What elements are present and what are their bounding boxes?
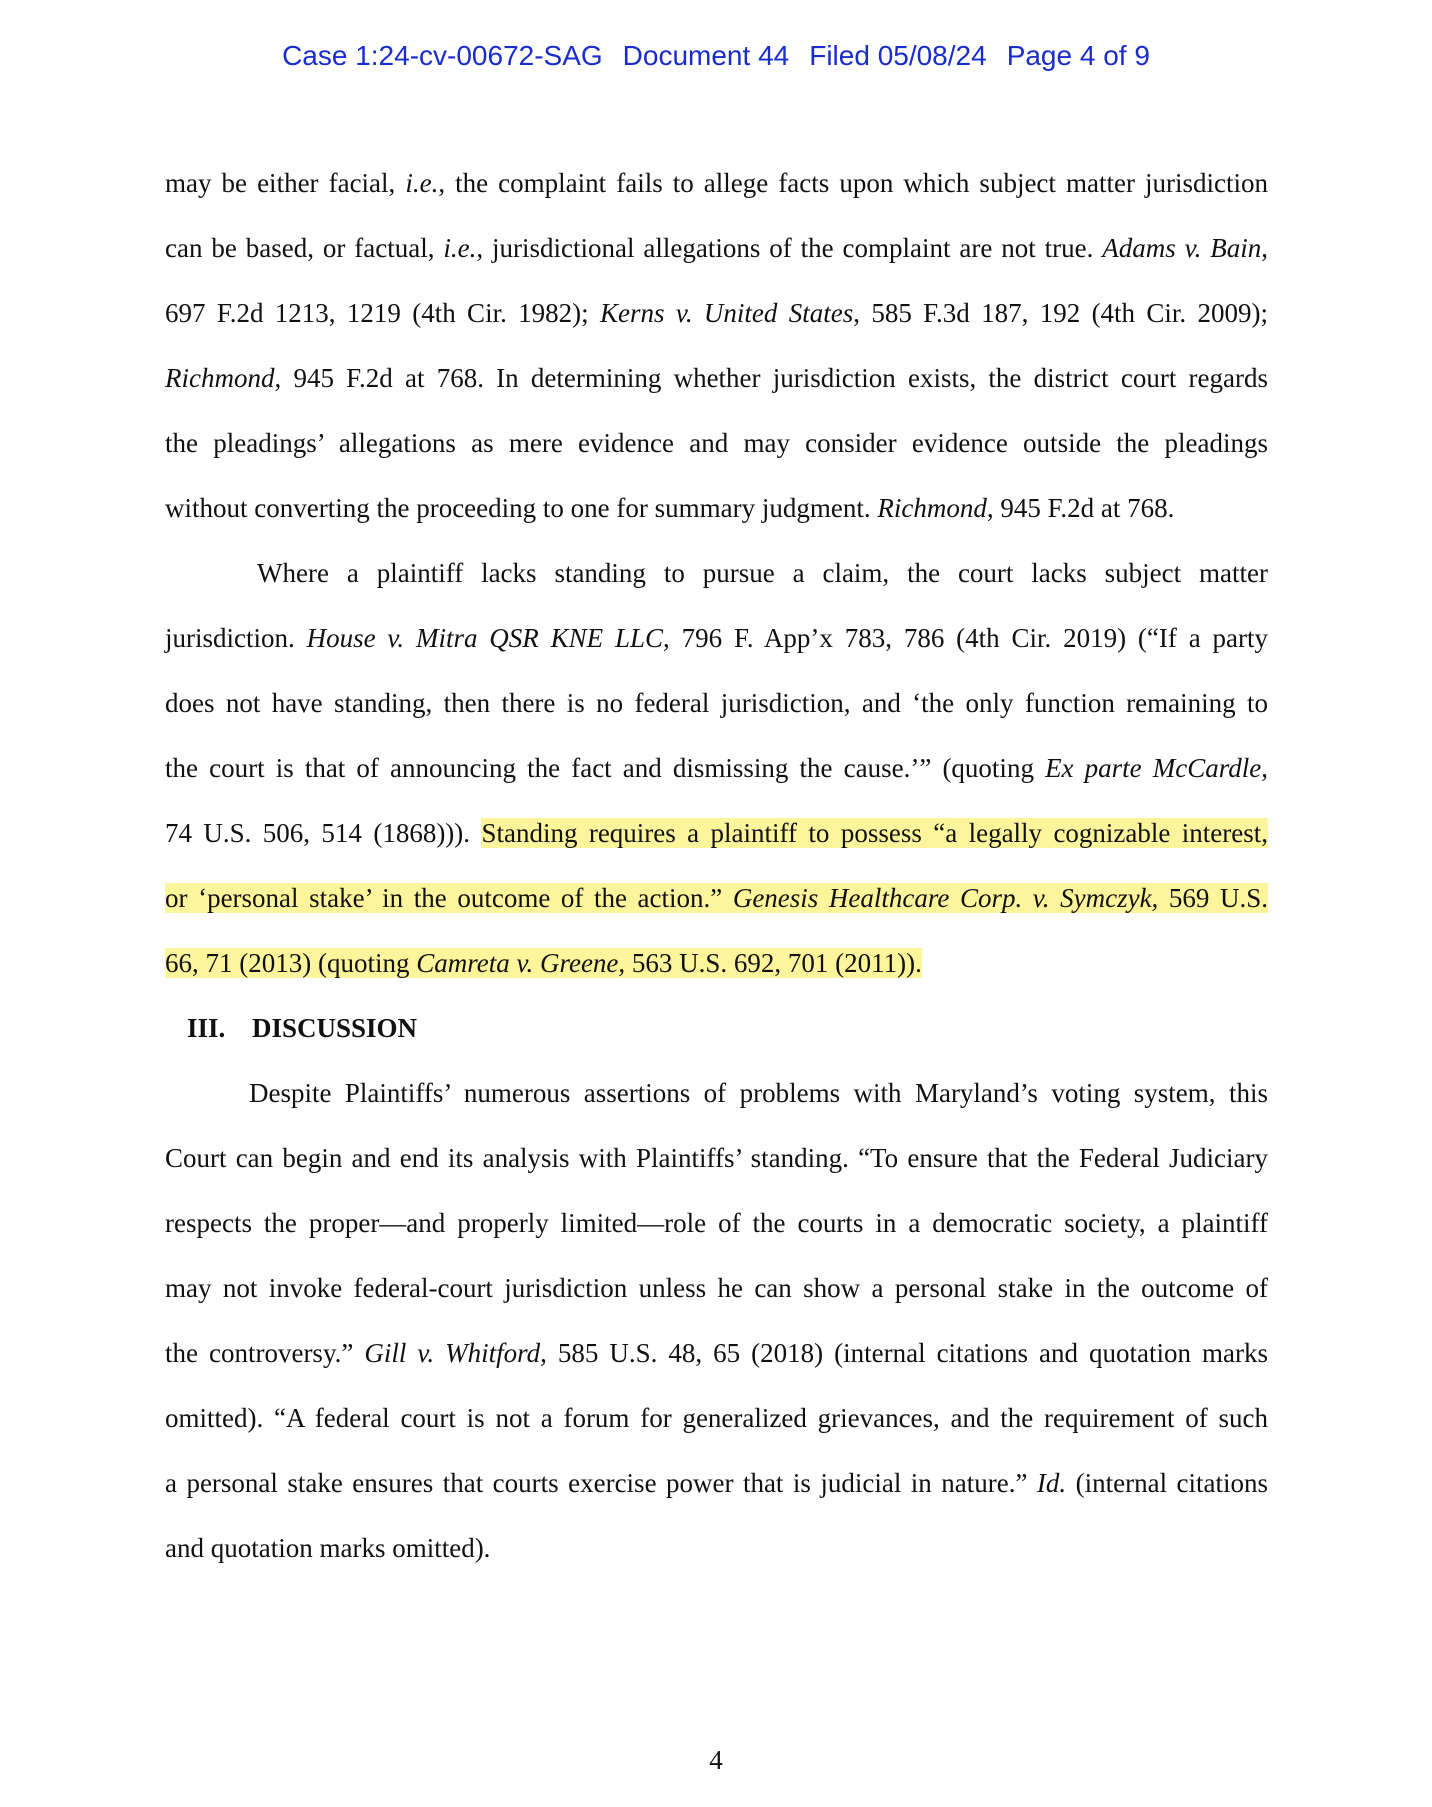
text-line: Despite Plaintiffs’ numerous assertions of problems with Maryland’s voting system, this	[249, 1078, 1268, 1108]
case-citation: Id.	[1036, 1468, 1067, 1498]
section-number: III.	[187, 1013, 226, 1043]
text-line: omitted). “A federal court is not a forum for generalized grievances, and the requirement of such	[165, 1403, 1268, 1433]
text-line	[165, 870, 1268, 935]
case-header	[0, 40, 1432, 72]
filed-date: Filed 05/08/24	[809, 40, 987, 71]
section-heading	[165, 1000, 1268, 1065]
highlighted-text: Standing requires a plaintiff to possess “a legally cognizable interest,	[481, 818, 1268, 848]
text-line: Where a plaintiff lacks standing to pursue a claim, the court lacks subject matter	[257, 558, 1268, 588]
text-line: the controversy.” Gill v. Whitford, 585 U.S. 48, 65 (2018) (internal citations and quotation marks	[165, 1338, 1269, 1368]
section-title: DISCUSSION	[252, 1013, 418, 1043]
case-citation: Gill v. Whitford	[364, 1338, 541, 1368]
case-citation: Richmond	[165, 363, 275, 393]
text-line: respects the proper—and properly limited—role of the courts in a democratic society, a plaintiff	[165, 1208, 1268, 1238]
text-line: the pleadings’ allegations as mere evidence and may consider evidence outside the pleadings	[165, 428, 1268, 458]
text-line: can be based, or factual, i.e., jurisdictional allegations of the complaint are not true. Adams v. Bain,	[165, 233, 1268, 263]
text-line: does not have standing, then there is no federal jurisdiction, and ‘the only function remaining to	[165, 688, 1268, 718]
text-line: the court is that of announcing the fact and dismissing the cause.’” (quoting Ex parte McCardle,	[165, 753, 1268, 783]
case-citation: Kerns v. United States	[600, 298, 854, 328]
highlighted-text: 66, 71 (2013) (quoting Camreta v. Greene, 563 U.S. 692, 701 (2011)).	[165, 948, 922, 978]
page-number: 4	[709, 1745, 723, 1775]
text-line: Court can begin and end its analysis with Plaintiffs’ standing. “To ensure that the Federal Judiciary	[165, 1143, 1268, 1173]
text-line: may not invoke federal-court jurisdiction unless he can show a personal stake in the outcome of	[165, 1273, 1268, 1303]
highlighted-text: or ‘personal stake’ in the outcome of the action.” Genesis Healthcare Corp. v. Symczyk, 569 U.S.	[165, 883, 1268, 913]
document-number: Document 44	[622, 40, 790, 71]
case-citation: House v. Mitra QSR KNE LLC	[306, 623, 664, 653]
case-citation: Richmond	[877, 493, 987, 523]
case-citation: Adams v. Bain	[1102, 233, 1262, 263]
text-line: without converting the proceeding to one for summary judgment. Richmond, 945 F.2d at 768.	[165, 493, 1175, 523]
text-line: 74 U.S. 506, 514 (1868))). Standing requires a plaintiff to possess “a legally cognizable interest,	[165, 818, 1268, 848]
text-line: may be either facial, i.e., the complaint fails to allege facts upon which subject matter jurisdiction	[165, 168, 1268, 198]
case-citation: Genesis Healthcare Corp. v. Symczyk,	[732, 883, 1159, 913]
document-body	[165, 155, 1268, 1585]
text-line	[165, 935, 1268, 1000]
case-number: Case 1:24-cv-00672-SAG	[282, 40, 603, 71]
text-line: a personal stake ensures that courts exercise power that is judicial in nature.” Id. (internal citations	[165, 1468, 1269, 1498]
text-line: and quotation marks omitted).	[165, 1533, 491, 1563]
text-line: 697 F.2d 1213, 1219 (4th Cir. 1982); Kerns v. United States, 585 F.3d 187, 192 (4th Cir. 2009);	[165, 298, 1268, 328]
text-line: Richmond, 945 F.2d at 768. In determining whether jurisdiction exists, the district court regards	[165, 363, 1268, 393]
case-citation: Camreta v. Greene,	[416, 948, 626, 978]
text-line: jurisdiction. House v. Mitra QSR KNE LLC, 796 F. App’x 783, 786 (4th Cir. 2019) (“If a party	[165, 623, 1268, 653]
page-count: Page 4 of 9	[1006, 40, 1150, 71]
case-citation: Ex parte McCardle	[1045, 753, 1262, 783]
